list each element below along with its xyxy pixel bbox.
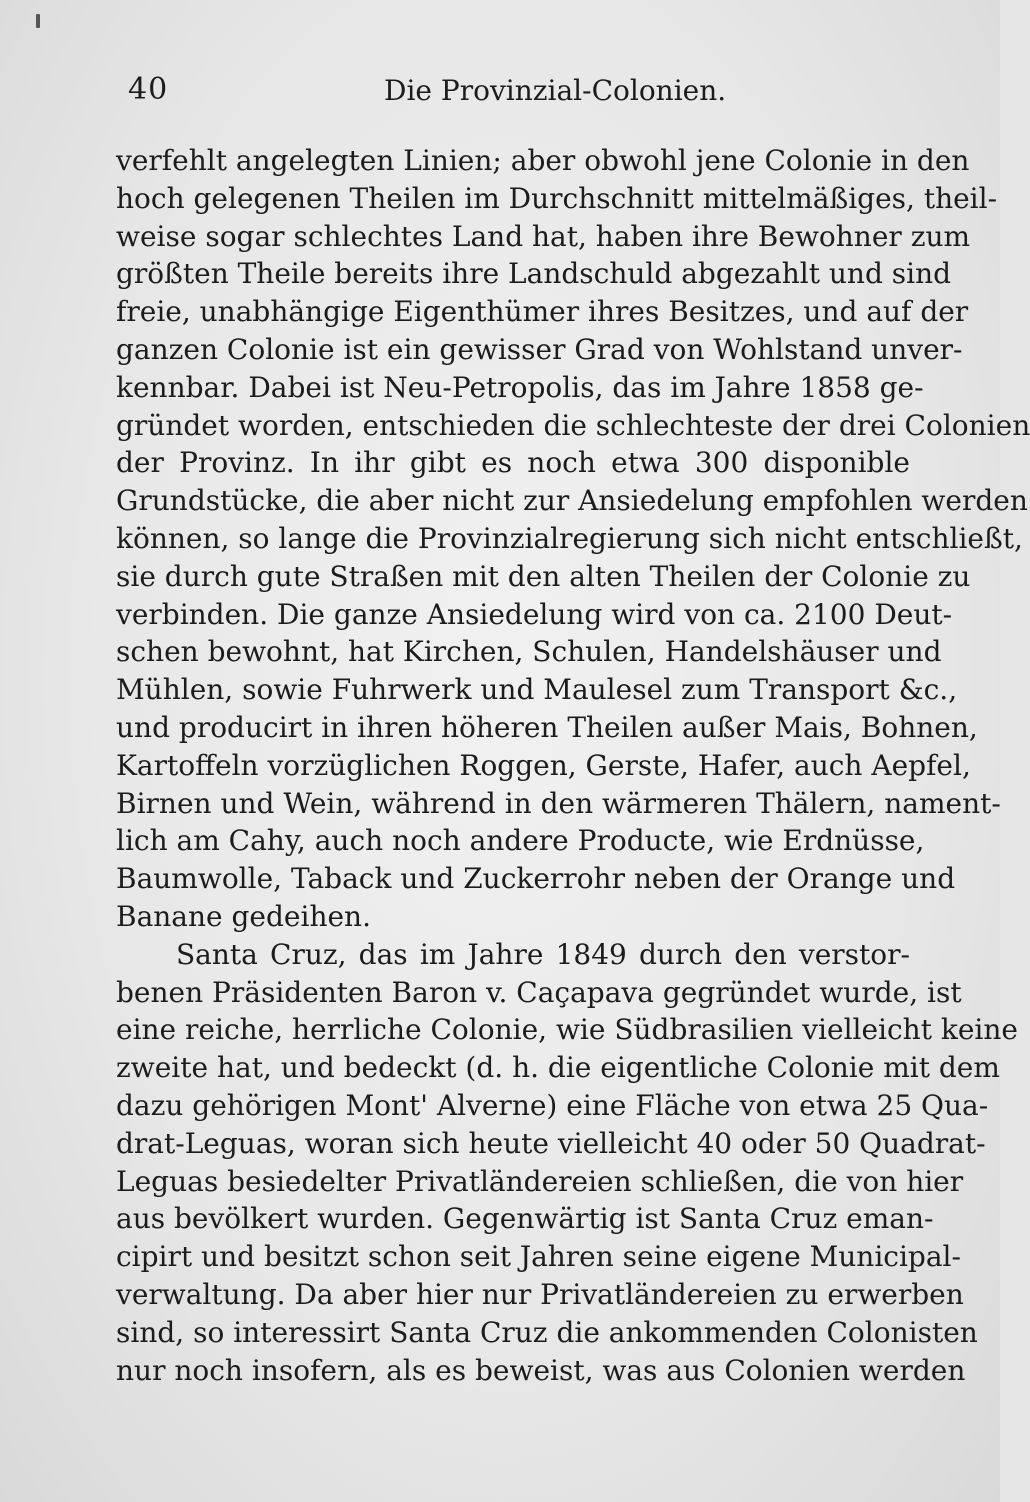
text-line: können, so lange die Provinzialregierung sich nicht entschließt, [116,521,1023,555]
text-line: der Provinz. In ihr gibt es noch etwa 300 disponible [116,446,910,480]
text-line: Mühlen, sowie Fuhrwerk und Maulesel zum Transport &c., [116,673,958,707]
body-text [116,142,1030,1389]
text-line: aus bevölkert wurden. Gegenwärtig ist Santa Cruz eman- [116,1202,934,1236]
text-line: dazu gehörigen Mont' Alverne) eine Fläche von etwa 25 Qua- [116,1088,989,1122]
text-line: verfehlt angelegten Linien; aber obwohl jene Colonie in den [116,144,970,177]
paragraph-end-line: Banane gedeihen. [116,899,371,933]
text-line: Kartoffeln vorzüglichen Roggen, Gerste, Hafer, auch Aepfel, [116,748,971,782]
text-line: größten Theile bereits ihre Landschuld abgezahlt und sind [116,257,952,291]
page-number: 40 [128,72,169,107]
page-header [122,68,908,112]
text-line: freie, unabhängige Eigenthümer ihres Besitzes, und auf der [116,295,969,329]
text-line: und producirt in ihren höheren Theilen außer Mais, Bohnen, [116,710,978,744]
text-line: sind, so interessirt Santa Cruz die ankommenden Colonisten [116,1315,978,1349]
text-line: kennbar. Dabei ist Neu-Petropolis, das im Jahre 1858 ge- [116,370,924,404]
text-line: Leguas besiedelter Privatländereien schließen, die von hier [116,1164,964,1198]
scan-mark [36,14,40,28]
text-line: schen bewohnt, hat Kirchen, Schulen, Handelshäuser und [116,635,942,669]
text-line: sie durch gute Straßen mit den alten Theilen der Colonie zu [116,559,971,593]
text-line: nur noch insofern, als es beweist, was aus Colonien werden [116,1353,966,1387]
text-line: Grundstücke, die aber nicht zur Ansiedelung empfohlen werden [116,484,1028,518]
text-line: cipirt und besitzt schon seit Jahren seine eigene Municipal- [116,1240,961,1274]
paragraph-start-line: Santa Cruz, das im Jahre 1849 durch den verstor- [176,937,910,971]
text-line: benen Präsidenten Baron v. Caçapava gegründet wurde, ist [116,975,962,1009]
text-line: Birnen und Wein, während in den wärmeren Thälern, nament- [116,786,1001,820]
text-line: verbinden. Die ganze Ansiedelung wird von ca. 2100 Deut- [116,597,953,631]
text-line: lich am Cahy, auch noch andere Producte, wie Erdnüsse, [116,824,925,858]
text-line: hoch gelegenen Theilen im Durchschnitt mittelmäßiges, theil- [116,181,998,215]
text-line: gründet worden, entschieden die schlechteste der drei Colonien [116,408,1030,442]
text-line: weise sogar schlechtes Land hat, haben ihre Bewohner zum [116,219,971,253]
text-line: verwaltung. Da aber hier nur Privatländereien zu erwerben [116,1277,964,1311]
text-line: Baumwolle, Taback und Zuckerrohr neben der Orange und [116,862,956,896]
text-line: drat-Leguas, woran sich heute vielleicht 40 oder 50 Quadrat- [116,1126,986,1160]
text-line: eine reiche, herrliche Colonie, wie Südbrasilien vielleicht keine [116,1013,1018,1047]
text-line: ganzen Colonie ist ein gewisser Grad von Wohlstand unver- [116,332,963,366]
running-title: Die Provinzial-Colonien. [384,74,727,107]
text-line: zweite hat, und bedeckt (d. h. die eigentliche Colonie mit dem [116,1051,1000,1085]
